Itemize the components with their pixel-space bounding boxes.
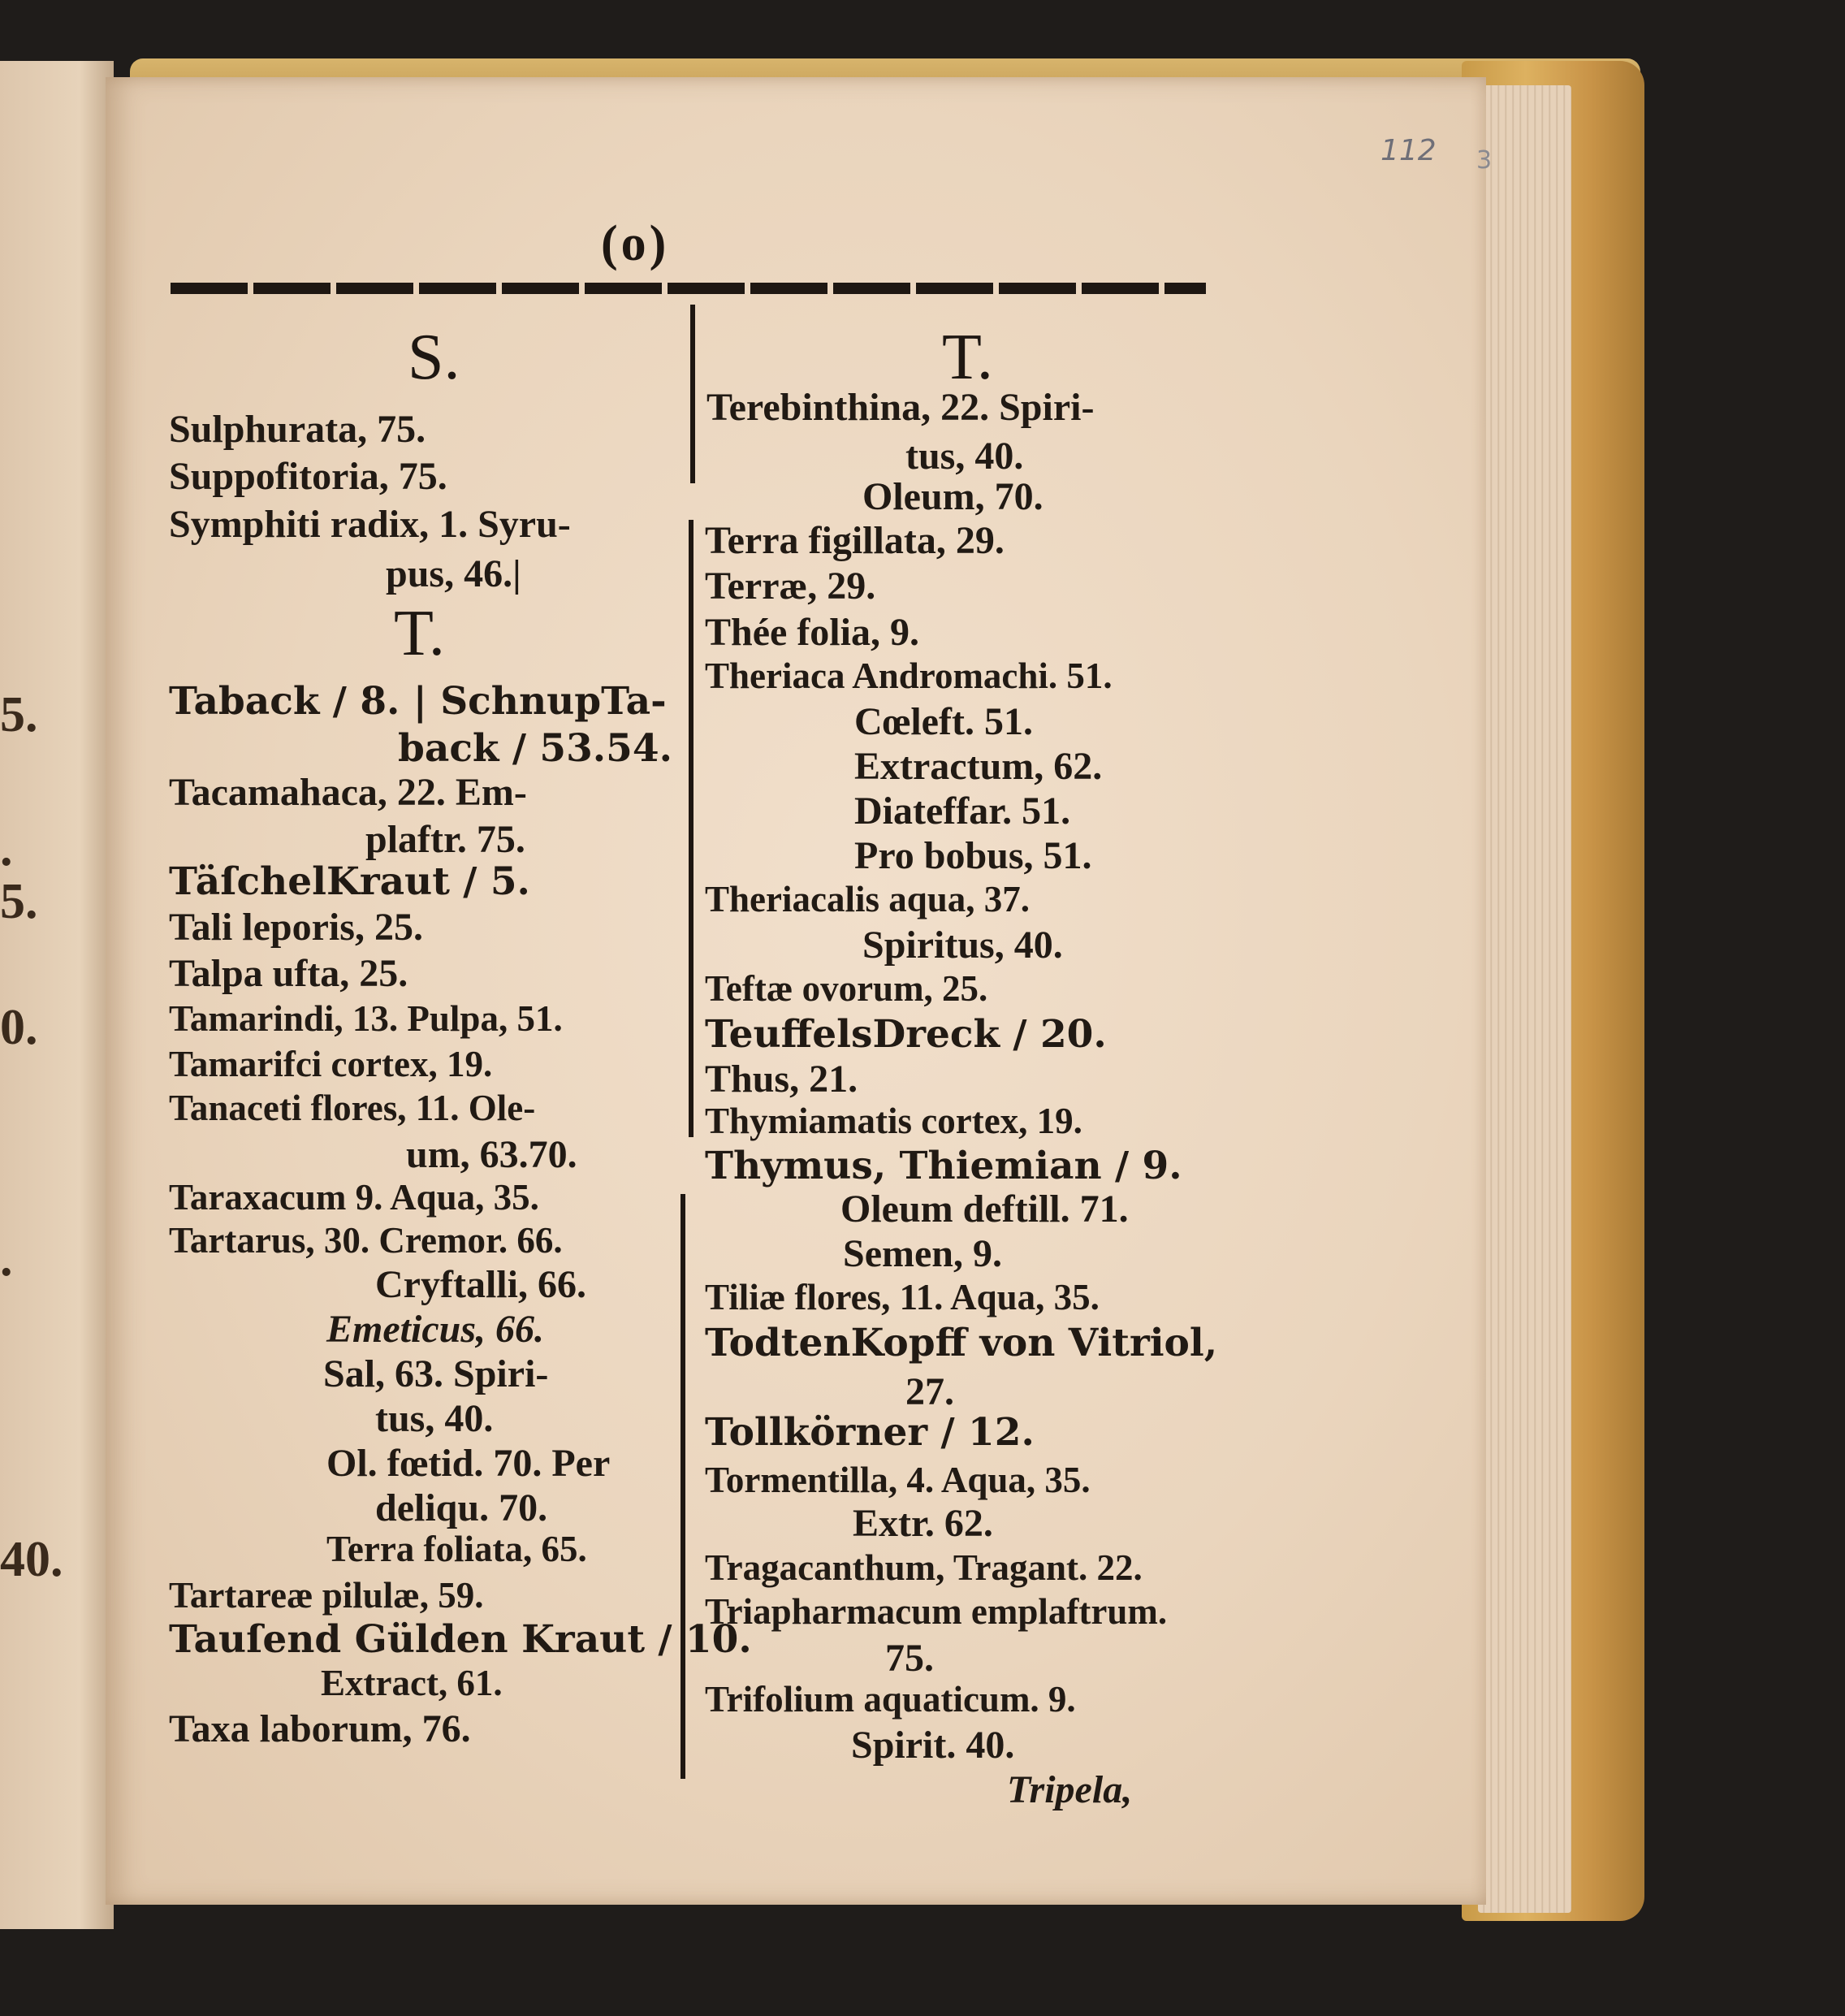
index-entry: Theriacalis aqua, 37. (705, 879, 1031, 919)
catchword: Tripela, (1007, 1768, 1133, 1811)
left-page-fragment: 5. (0, 687, 38, 742)
left-page-fragment: . (0, 1231, 13, 1287)
index-entry: Tacamahaca, 22. Em- (169, 771, 527, 814)
left-page-fragment: 0. (0, 1000, 38, 1055)
index-entry: Ol. fœtid. 70. Per (326, 1442, 611, 1485)
index-entry: um, 63.70. (406, 1133, 577, 1176)
index-entry: TeuffelsDreck / 20. (705, 1012, 1107, 1057)
index-entry: 27. (905, 1370, 954, 1413)
index-entry: Thymiamatis cortex, 19. (705, 1101, 1082, 1141)
index-entry: Terra foliata, 65. (326, 1529, 587, 1569)
left-page-fragment: 5. (0, 874, 38, 929)
index-entry: Tali leporis, 25. (169, 906, 423, 949)
index-entry: tus, 40. (905, 435, 1024, 478)
index-entry: Trifolium aquaticum. 9. (705, 1679, 1076, 1720)
index-entry: Sulphurata, 75. (169, 408, 426, 451)
index-entry: Terra figillata, 29. (705, 519, 1005, 562)
index-entry: Tragacanthum, Tragant. 22. (705, 1547, 1143, 1588)
index-entry: Extractum, 62. (854, 745, 1103, 788)
index-entry: TäſchelKraut / 5. (169, 859, 530, 904)
index-entry: Tollkörner / 12. (705, 1410, 1035, 1455)
index-entry: 75. (885, 1637, 934, 1680)
index-entry: Terræ, 29. (705, 565, 876, 608)
index-entry: back / 53.54. (398, 726, 672, 771)
index-entry: Extr. 62. (853, 1502, 993, 1545)
index-entry: Teftæ ovorum, 25. (705, 968, 988, 1009)
index-entry: Sal, 63. Spiri- (323, 1352, 549, 1395)
column-divider (681, 1194, 685, 1779)
folio-mark: 3 (1476, 146, 1493, 175)
left-page-fragment: 40. (0, 1532, 63, 1587)
index-entry: Triapharmacum emplaftrum. (705, 1591, 1168, 1632)
index-entry: Talpa ufta, 25. (169, 952, 408, 995)
index-entry: pus, 46.| (386, 552, 521, 595)
index-entry: deliqu. 70. (375, 1486, 548, 1529)
left-page-fragment: . (0, 821, 13, 876)
section-letter-t: T. (394, 598, 445, 669)
index-entry: Tamarifci cortex, 19. (169, 1044, 493, 1084)
page-header: (o) (601, 216, 670, 271)
index-entry: Cryftalli, 66. (375, 1263, 586, 1306)
index-entry: Terebinthina, 22. Spiri- (706, 386, 1095, 429)
section-letter-s: S. (408, 322, 460, 393)
index-entry: Taxa laborum, 76. (169, 1707, 471, 1750)
index-entry: Oleum deftill. 71. (840, 1188, 1129, 1231)
index-entry: Taback / 8. | SchnupTa- (169, 679, 667, 724)
index-entry: Thus, 21. (705, 1058, 858, 1101)
index-entry: Thymus, Thiemian / 9. (705, 1144, 1182, 1188)
index-entry: Suppofitoria, 75. (169, 455, 447, 498)
index-entry: Symphiti radix, 1. Syru- (169, 503, 571, 546)
index-entry: Tauſend Gülden Kraut / 10. (169, 1617, 752, 1662)
index-entry: Tiliæ flores, 11. Aqua, 35. (705, 1277, 1100, 1317)
index-entry: Extract, 61. (321, 1663, 503, 1703)
index-entry: tus, 40. (375, 1397, 494, 1440)
index-entry: Cœleft. 51. (854, 700, 1033, 743)
column-divider (689, 520, 693, 1137)
index-entry: Tartarus, 30. Cremor. 66. (169, 1220, 563, 1261)
index-entry: Thée folia, 9. (705, 611, 919, 654)
section-letter-t: T. (942, 322, 993, 393)
index-entry: Taraxacum 9. Aqua, 35. (169, 1177, 539, 1218)
index-entry: Theriaca Andromachi. 51. (705, 655, 1113, 696)
index-entry: Semen, 9. (843, 1232, 1002, 1275)
index-entry: Tanaceti flores, 11. Ole- (169, 1088, 536, 1128)
index-entry: Spirit. 40. (851, 1724, 1015, 1767)
index-entry: plaftr. 75. (365, 818, 525, 861)
index-entry: Emeticus, 66. (326, 1308, 545, 1351)
index-entry: Pro bobus, 51. (854, 834, 1092, 877)
index-entry: Spiritus, 40. (862, 924, 1063, 967)
index-entry: TodtenKopff von Vitriol, (705, 1321, 1218, 1365)
index-entry: Tamarindi, 13. Pulpa, 51. (169, 998, 563, 1039)
index-entry: Oleum, 70. (862, 475, 1043, 518)
left-facing-page (0, 61, 114, 1929)
index-entry: Tartareæ pilulæ, 59. (169, 1575, 484, 1616)
index-entry: Tormentilla, 4. Aqua, 35. (705, 1460, 1091, 1500)
page-edges (1478, 85, 1571, 1913)
header-rule (171, 283, 1206, 294)
folio-number: 112 (1381, 134, 1437, 167)
column-divider (690, 305, 695, 483)
index-entry: Diateffar. 51. (854, 790, 1071, 833)
